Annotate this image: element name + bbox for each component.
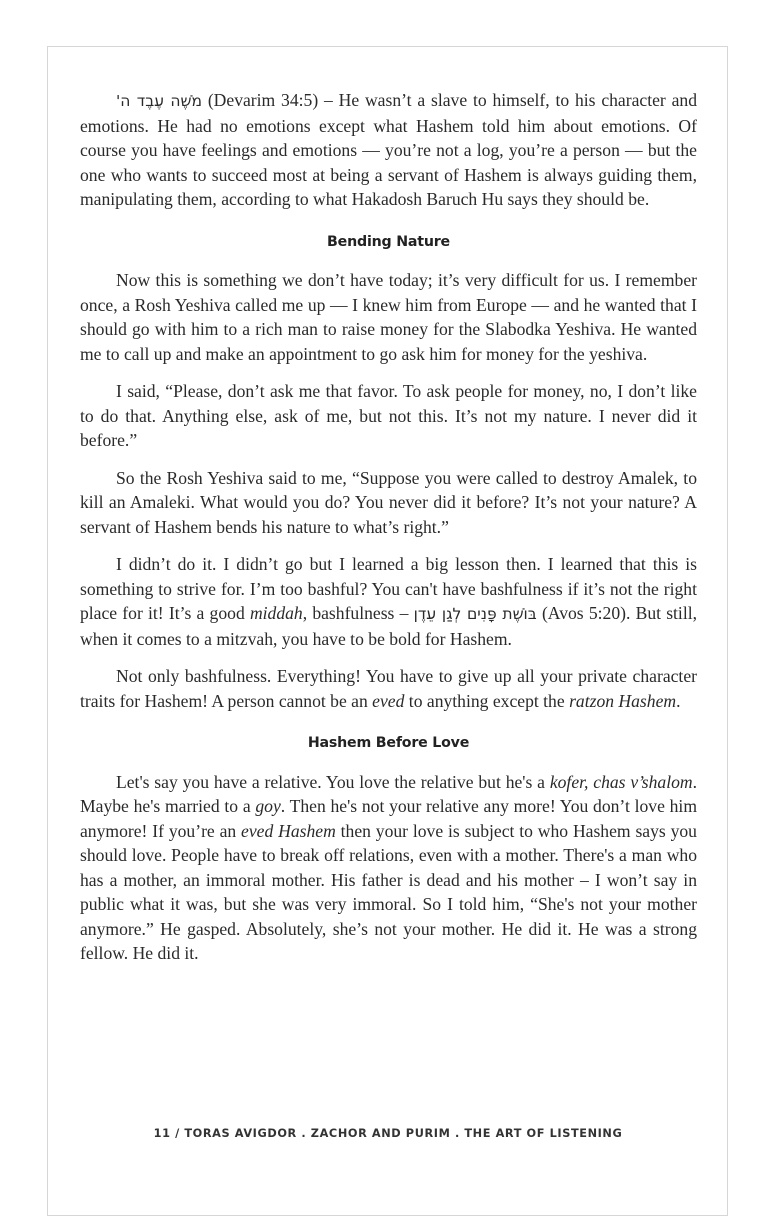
paragraph — [80, 664, 697, 713]
italic-term: ratzon Hashem — [569, 690, 677, 711]
italic-term: middah — [249, 603, 303, 623]
text-run: , bashfulness – — [302, 603, 414, 623]
hebrew-quote: בּוֹשֶׁת פָּנִים לְגַן עֵדֶן — [413, 605, 537, 623]
italic-term: eved — [372, 690, 405, 711]
section-heading: Bending Nature — [327, 233, 450, 250]
text-run: (Devarim 34:5) – He wasn’t a slave to himself, to his character and emotions. He had no emotions except what Hashem told him about emotions. Of course you have feelings and emotions — you’re not a log, you’re a person — but the one who wants to succeed most at being a servant of Hashem is always guiding them, manipulating them, according to what Hakadosh Baruch Hu says they should be. — [80, 90, 697, 209]
paragraph — [80, 268, 697, 366]
section-heading: Hashem Before Love — [307, 735, 470, 751]
paragraph — [80, 466, 697, 540]
page-body — [80, 88, 697, 979]
paragraph — [80, 379, 697, 453]
hebrew-quote: מֹשֶׁה עֶבֶד ה' — [116, 92, 202, 110]
text-run: then your love is subject to who Hashem says you should love. People have to break off relations, even with a mother. There's a man who has a mother, an immoral mother. His father is dead and his mother – I won’t say in public what it was, but she was very immoral. So I told him, “She's not your mother anymore.” He gasped. Absolutely, she’s not your mother. He did it. He was a strong fellow. He did it. — [80, 820, 697, 963]
text-run: to anything except the — [404, 690, 570, 711]
italic-term: kofer, chas v’shalom — [549, 771, 693, 792]
paragraph — [80, 770, 697, 966]
text-run: . — [676, 690, 681, 711]
text-run: Now this is something we don’t have today; it’s very difficult for us. I remember once, a Rosh Yeshiva called me up — I knew him from Europe — and he wanted that I should go with him to a rich man to raise money for the Slabodka Yeshiva. He wanted me to call up and make an appointment to go ask him for money for the yeshiva. — [80, 270, 697, 364]
text-run: (Avos 5:20). But still, when it comes to a mitzvah, you have to be bold for Hashem. — [80, 603, 697, 649]
text-run: Not only bashfulness. Everything! You have to give up all your private character traits for Hashem! A person cannot be an — [80, 666, 697, 711]
text-run: Let's say you have a relative. You love the relative but he's a — [116, 771, 550, 792]
italic-term: eved Hashem — [241, 820, 336, 841]
text-run: I didn’t do it. I didn’t go but I learned a big lesson then. I learned that this is something to strive for. I’m too bashful? You can't have bashfulness if it’s not the right place for it! It’s a good — [80, 554, 697, 623]
text-run: So the Rosh Yeshiva said to me, “Suppose you were called to destroy Amalek, to kill an Amaleki. What would you do? You never did it before? It’s not your nature? A servant of Hashem bends his nature to what’s right.” — [80, 467, 697, 537]
page-footer: 11 / TORAS AVIGDOR . ZACHOR AND PURIM . THE ART OF LISTENING — [153, 1127, 623, 1140]
paragraph — [80, 88, 697, 212]
text-run: . Maybe he's married to a — [80, 771, 698, 816]
text-run: I said, “Please, don’t ask me that favor. To ask people for money, no, I don’t like to do that. Anything else, ask of me, but not this. It’s not my nature. I never did it before.” — [80, 381, 697, 450]
italic-term: goy — [255, 796, 281, 816]
text-run: . Then he's not your relative any more! You don’t love him anymore! If you’re an — [80, 796, 697, 841]
paragraph — [80, 552, 697, 651]
